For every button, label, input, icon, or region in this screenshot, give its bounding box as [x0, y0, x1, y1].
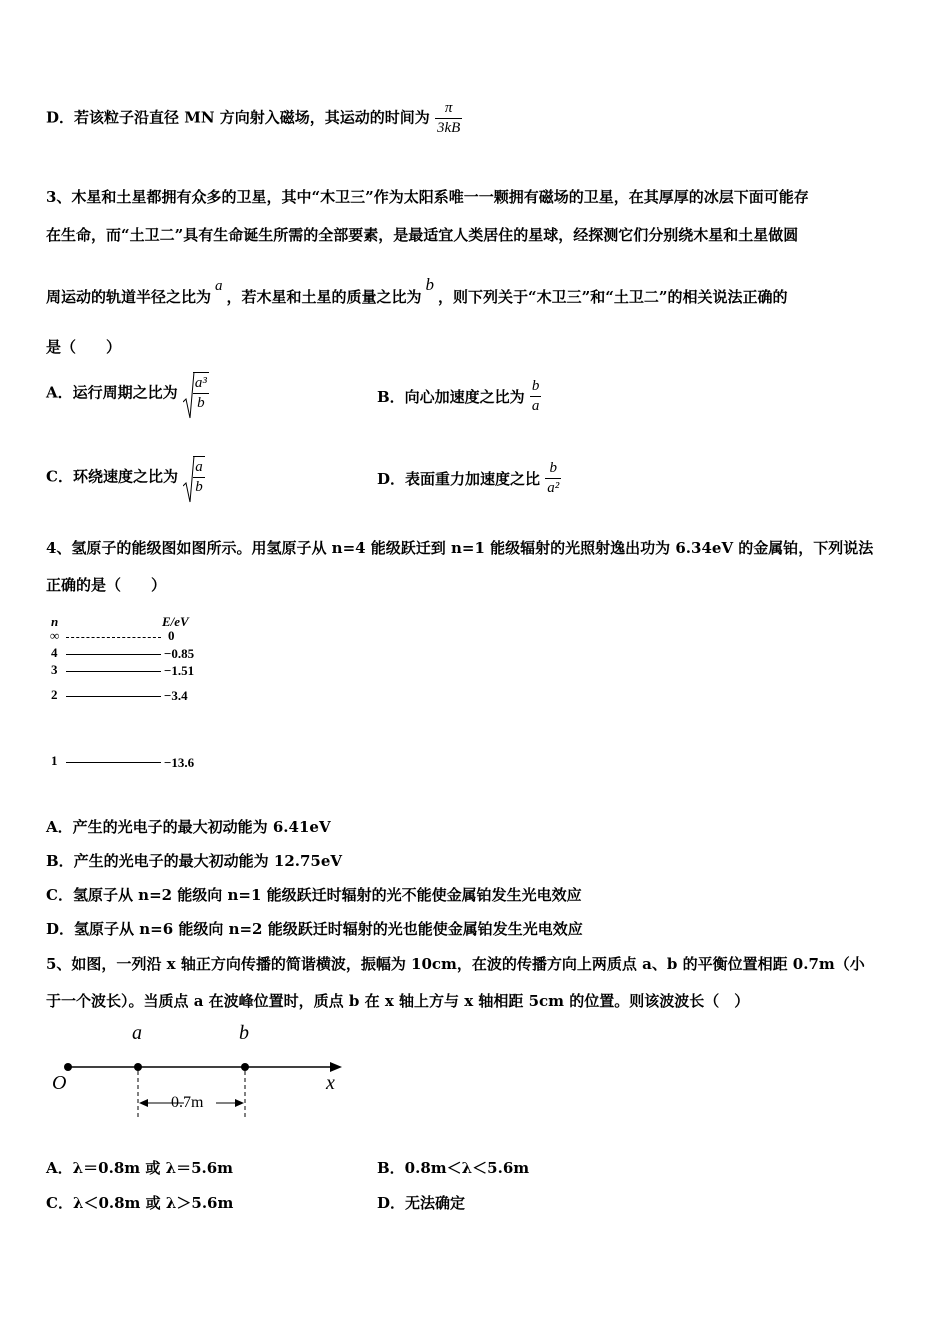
q4-stem-line2: 正确的是（ ） — [46, 576, 167, 594]
radical-sign-icon — [183, 372, 195, 420]
dimension-arrow-right-icon — [235, 1099, 244, 1107]
q2-option-d-fraction — [435, 100, 462, 137]
level-e-3: −1.51 — [164, 663, 195, 678]
level-line-inf — [66, 637, 161, 638]
q3-option-d-text: D．表面重力加速度之比 — [377, 470, 541, 488]
level-e-2: −3.4 — [164, 688, 188, 703]
q3-option-d-fraction — [545, 460, 561, 497]
q3-option-c — [46, 456, 205, 496]
level-n-1: 1 — [51, 753, 58, 768]
q2-option-d — [46, 100, 462, 137]
fraction-denominator: 3kB — [437, 120, 461, 136]
q3-option-b-fraction — [530, 378, 542, 415]
q3-option-d — [377, 460, 561, 497]
q3-text-part1: 周运动的轨道半径之比为 — [46, 288, 212, 306]
q4-option-d: D．氢原子从 n=6 能级向 n=2 能级跃迁时辐射的光也能使金属铂发生光电效应 — [46, 920, 583, 938]
fraction-numerator: b — [549, 460, 557, 476]
distance-label: 0.7m — [171, 1094, 204, 1111]
point-b-dot — [241, 1063, 249, 1071]
level-e-inf: 0 — [168, 628, 175, 643]
dimension-arrow-left-icon — [139, 1099, 148, 1107]
q3-var-a: a — [215, 278, 223, 294]
q3-stem-line2: 在生命，而“土卫二”具有生命诞生所需的全部要素，是最适宜人类居住的星球，经探测它们分别绕木星和土星做圆 — [46, 226, 799, 244]
fraction-numerator: a — [195, 459, 203, 475]
point-a-dot — [134, 1063, 142, 1071]
q3-stem-line3 — [46, 275, 788, 307]
q3-stem-line4: 是（ ） — [46, 338, 122, 356]
q5-option-c: C．λ＜0.8m 或 λ＞5.6m — [46, 1194, 234, 1212]
level-line-1 — [66, 762, 161, 763]
level-line-4 — [66, 654, 161, 655]
axis-arrow-icon — [330, 1062, 342, 1072]
radical-sign-icon — [183, 456, 195, 504]
q5-stem-line2: 于一个波长）。当质点 a 在波峰位置时，质点 b 在 x 轴上方与 x 轴相距 5cm 的位置。则该波波长（ ） — [46, 992, 750, 1010]
q5-stem-line1: 5、如图，一列沿 x 轴正方向传播的简谐横波，振幅为 10cm，在波的传播方向上两质点 a、b 的平衡位置相距 0.7m（小 — [46, 955, 865, 973]
level-line-2 — [66, 696, 161, 697]
q3-option-b-text: B．向心加速度之比为 — [377, 388, 525, 406]
point-b-label: b — [239, 1022, 249, 1044]
point-a-label: a — [132, 1022, 142, 1044]
q3-option-a — [46, 372, 209, 412]
origin-label: O — [52, 1072, 67, 1094]
energy-level-diagram — [44, 612, 224, 782]
q3-option-b — [377, 378, 541, 415]
fraction-numerator: b — [531, 378, 540, 394]
q4-option-c: C．氢原子从 n=2 能级向 n=1 能级跃迁时辐射的光不能使金属铂发生光电效应 — [46, 886, 582, 904]
level-n-inf: ∞ — [50, 628, 60, 643]
q3-option-c-text: C．环绕速度之比为 — [46, 467, 178, 486]
level-n-3: 3 — [51, 662, 58, 677]
q4-option-a: A．产生的光电子的最大初动能为 6.41eV — [46, 818, 331, 836]
q4-option-b: B．产生的光电子的最大初动能为 12.75eV — [46, 852, 343, 870]
q5-option-d: D．无法确定 — [377, 1194, 466, 1212]
origin-point — [64, 1063, 72, 1071]
q3-text-part2: ，若木星和土星的质量之比为 — [226, 288, 422, 306]
q5-option-b: B．0.8m＜λ＜5.6m — [377, 1159, 530, 1177]
q3-var-b: b — [425, 275, 435, 294]
wave-axis-figure — [44, 1022, 354, 1122]
q3-text-part3: ，则下列关于“木卫三”和“土卫二”的相关说法正确的 — [438, 288, 788, 306]
fraction-denominator: a — [531, 398, 540, 414]
fraction-numerator: a³ — [194, 375, 207, 391]
q2-option-d-text: D．若该粒子沿直径 MN 方向射入磁场，其运动的时间为 — [46, 108, 430, 127]
sqrt-expression — [183, 372, 209, 412]
fraction-numerator: π — [444, 100, 453, 116]
level-e-1: −13.6 — [164, 755, 195, 770]
x-axis-label: x — [326, 1072, 335, 1094]
fraction-denominator: b — [195, 479, 203, 495]
sqrt-expression — [183, 456, 205, 496]
level-n-4: 4 — [51, 645, 58, 660]
q4-stem-line1: 4、氢原子的能级图如图所示。用氢原子从 n=4 能级跃迁到 n=1 能级辐射的光照射逸出功为 6.34eV 的金属铂，下列说法 — [46, 539, 874, 557]
level-line-3 — [66, 671, 161, 672]
level-n-2: 2 — [51, 687, 58, 702]
q3-option-a-text: A．运行周期之比为 — [46, 383, 178, 402]
diagram-energy-label: E/eV — [162, 614, 189, 629]
q3-stem-line1: 3、木星和土星都拥有众多的卫星，其中“木卫三”作为太阳系唯一一颗拥有磁场的卫星，在其厚厚的冰层下面可能存 — [46, 188, 809, 206]
fraction-denominator: a² — [547, 480, 560, 496]
q5-option-a: A．λ＝0.8m 或 λ＝5.6m — [46, 1159, 234, 1177]
level-e-4: −0.85 — [164, 646, 195, 661]
fraction-denominator: b — [193, 393, 209, 412]
diagram-n-label: n — [51, 614, 59, 629]
